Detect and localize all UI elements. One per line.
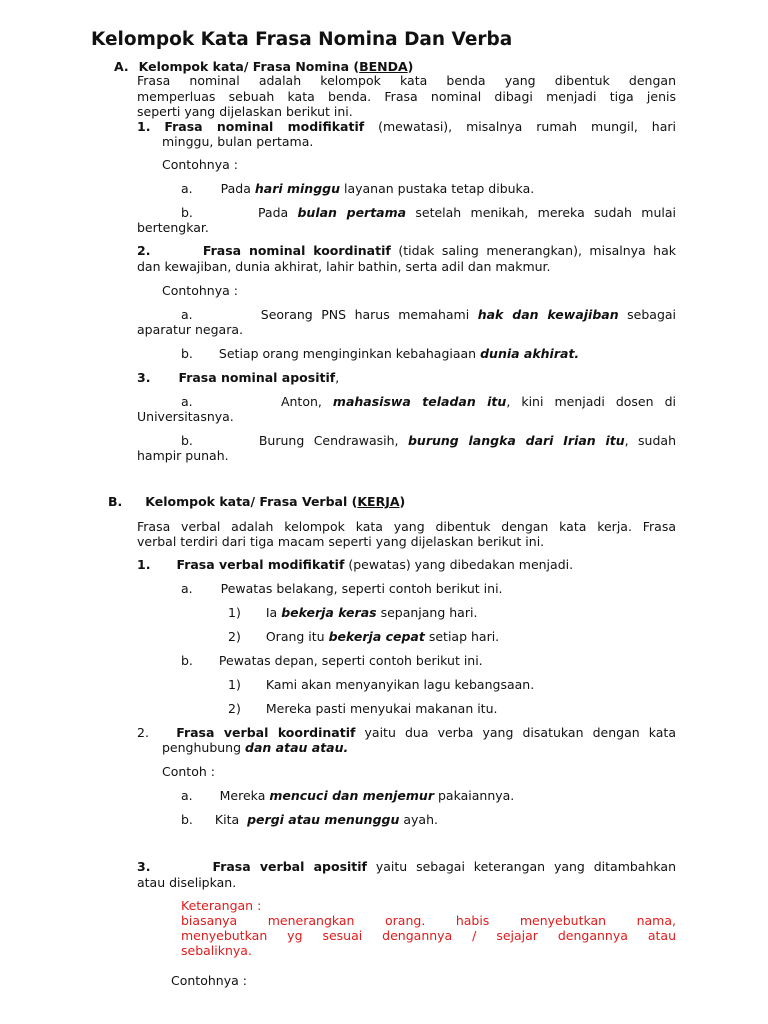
- section-a-heading: A. Kelompok kata/ Frasa Nomina (BENDA): [114, 59, 414, 74]
- a-item1-example-b: b. Pada bulan pertama setelah menikah, mereka sudah mulai: [181, 205, 676, 220]
- section-a-intro-line-2: memperluas sebuah kata benda. Frasa nominal dibagi menjadi tiga jenis: [137, 89, 676, 104]
- b-item2-example-a: a. Mereka mencuci dan menjemur pakaiannya.: [181, 788, 515, 803]
- a-item2-term: Frasa nominal koordinatif: [202, 243, 391, 258]
- section-b-keyword: KERJA: [357, 494, 400, 509]
- b-item1-b-example-2: 2) Mereka pasti menyukai makanan itu.: [228, 701, 498, 716]
- b-item2-line-1: 2. Frasa verbal koordinatif yaitu dua verba yang disatukan dengan kata: [137, 725, 676, 740]
- a-item2-example-a-line-2: aparatur negara.: [137, 322, 243, 337]
- b-item2-example-b: b. Kita pergi atau menunggu ayah.: [181, 812, 438, 827]
- section-a-intro-line-3: seperti yang dijelaskan berikut ini.: [137, 104, 353, 119]
- b-item3-contoh: Contohnya :: [171, 973, 247, 988]
- b-item1-term: Frasa verbal modifikatif: [176, 557, 345, 572]
- note-line-3: sebaliknya.: [181, 943, 252, 958]
- a-item3-example-a: a. Anton, mahasiswa teladan itu, kini menjadi dosen di: [181, 394, 676, 409]
- b-item1-b-example-1: 1) Kami akan menyanyikan lagu kebangsaan.: [228, 677, 535, 692]
- b-item3-term: Frasa verbal apositif: [212, 859, 367, 874]
- b-item2-contoh: Contoh :: [162, 764, 215, 779]
- b-item1-b: b. Pewatas depan, seperti contoh berikut ini.: [181, 653, 483, 668]
- section-b-heading: B. Kelompok kata/ Frasa Verbal (KERJA): [108, 494, 406, 509]
- note-line-1: biasanya menerangkan orang. habis menyebutkan nama,: [181, 913, 676, 928]
- a-item2-line-1: 2. Frasa nominal koordinatif (tidak saling menerangkan), misalnya hak: [137, 243, 676, 258]
- section-b-intro-line-1: Frasa verbal adalah kelompok kata yang dibentuk dengan kata kerja. Frasa: [137, 519, 676, 534]
- a-item2-line-2: dan kewajiban, dunia akhirat, lahir bathin, serta adil dan makmur.: [137, 259, 551, 274]
- note-line-2: menyebutkan yg sesuai dengannya / sejajar dengannya atau: [181, 928, 676, 943]
- b-item2-term: Frasa verbal koordinatif: [176, 725, 356, 740]
- b-item1-a-example-1: 1) Ia bekerja keras sepanjang hari.: [228, 605, 478, 620]
- section-a-keyword: BENDA: [359, 59, 408, 74]
- a-item1-term: Frasa nominal modifikatif: [164, 119, 365, 134]
- a-item2-contoh: Contohnya :: [162, 283, 238, 298]
- a-item3-example-a-line-2: Universitasnya.: [137, 409, 234, 424]
- page-title: Kelompok Kata Frasa Nomina Dan Verba: [91, 29, 513, 50]
- b-item1-heading: 1. Frasa verbal modifikatif (pewatas) yang dibedakan menjadi.: [137, 557, 574, 572]
- a-item1-contoh: Contohnya :: [162, 157, 238, 172]
- a-item3-example-b-line-2: hampir punah.: [137, 448, 229, 463]
- section-a-marker: A.: [114, 59, 129, 74]
- a-item1-line-1: 1. Frasa nominal modifikatif (mewatasi), misalnya rumah mungil, hari: [137, 119, 677, 134]
- a-item1-example-b-line-2: bertengkar.: [137, 220, 209, 235]
- b-item1-a: a. Pewatas belakang, seperti contoh berikut ini.: [181, 581, 503, 596]
- a-item1-line-2: minggu, bulan pertama.: [162, 134, 314, 149]
- b-item2-line-2: penghubung dan atau atau.: [162, 740, 349, 755]
- b-item3-line-2: atau diselipkan.: [137, 875, 237, 890]
- a-item3-heading: 3. Frasa nominal apositif,: [137, 370, 340, 385]
- section-a-intro-line-1: Frasa nominal adalah kelompok kata benda yang dibentuk dengan: [137, 73, 676, 88]
- section-b-intro-line-2: verbal terdiri dari tiga macam seperti yang dijelaskan berikut ini.: [137, 534, 545, 549]
- b-item3-line-1: 3. Frasa verbal apositif yaitu sebagai keterangan yang ditambahkan: [137, 859, 676, 874]
- b-item1-a-example-2: 2) Orang itu bekerja cepat setiap hari.: [228, 629, 500, 644]
- a-item3-term: Frasa nominal apositif: [178, 370, 336, 385]
- note-title: Keterangan :: [181, 898, 262, 913]
- a-item3-example-b: b. Burung Cendrawasih, burung langka dari Irian itu, sudah: [181, 433, 676, 448]
- a-item1-example-a: a. Pada hari minggu layanan pustaka tetap dibuka.: [181, 181, 535, 196]
- a-item2-example-b: b. Setiap orang menginginkan kebahagiaan dunia akhirat.: [181, 346, 580, 361]
- section-b-marker: B.: [108, 494, 123, 509]
- a-item2-example-a: a. Seorang PNS harus memahami hak dan kewajiban sebagai: [181, 307, 677, 322]
